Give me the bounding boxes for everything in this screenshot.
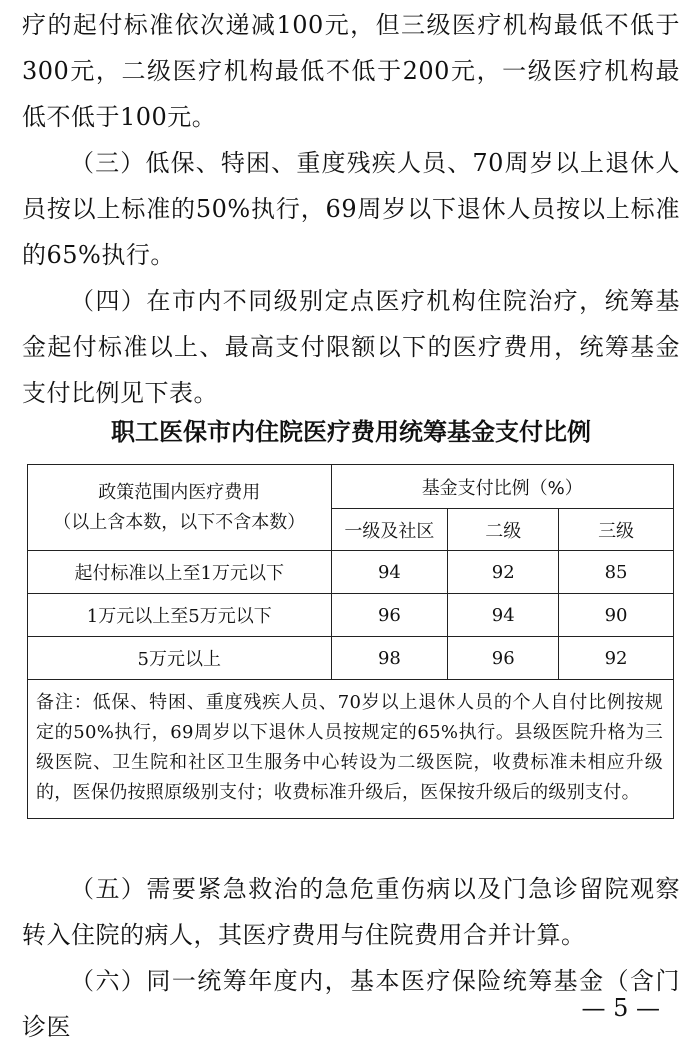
paragraph-item-4: （四）在市内不同级别定点医疗机构住院治疗，统筹基金起付标准以上、最高支付限额以下的医疗费用，统筹基金支付比例见下表。 bbox=[22, 287, 680, 407]
table-row bbox=[28, 551, 674, 594]
row-value-cell: 96 bbox=[331, 594, 448, 637]
table-row bbox=[28, 637, 674, 680]
page-number: — 5 — bbox=[581, 994, 660, 1022]
table-note: 备注：低保、特困、重度残疾人员、70岁以上退休人员的个人自付比例按规定的50%执行，69周岁以下退休人员按规定的65%执行。县级医院升格为三级医院、卫生院和社区卫生服务中心转设为二级医院，收费标准未相应升级的，医保仍按照原级别支付；收费标准升级后，医保按升级后的级别支付。 bbox=[28, 680, 674, 819]
paragraph-item-5: （五）需要紧急救治的急危重伤病以及门急诊留院观察转入住院的病人，其医疗费用与住院费用合并计算。 bbox=[22, 875, 680, 949]
table-note-row bbox=[28, 680, 674, 819]
row-value-cell: 85 bbox=[559, 551, 674, 594]
header-scope-cell bbox=[28, 465, 332, 551]
paragraph-threshold-reduction: 疗的起付标准依次递减100元，但三级医疗机构最低不低于300元，二级医疗机构最低不低于200元，一级医疗机构最低不低于100元。 bbox=[22, 11, 680, 131]
row-value-cell: 96 bbox=[448, 637, 559, 680]
row-value-cell: 94 bbox=[448, 594, 559, 637]
table-title: 职工医保市内住院医疗费用统筹基金支付比例 bbox=[111, 418, 591, 446]
row-value-cell: 94 bbox=[331, 551, 448, 594]
row-value-cell: 98 bbox=[331, 637, 448, 680]
header-ratio-cell: 基金支付比例（%） bbox=[331, 465, 674, 509]
row-value-cell: 90 bbox=[559, 594, 674, 637]
table-header-row bbox=[28, 465, 674, 509]
row-value-cell: 92 bbox=[448, 551, 559, 594]
header-level-3: 三级 bbox=[559, 509, 674, 551]
row-range-cell: 1万元以上至5万元以下 bbox=[28, 594, 332, 637]
paragraph-item-3: （三）低保、特困、重度残疾人员、70周岁以上退休人员按以上标准的50%执行，69周岁以下退休人员按以上标准的65%执行。 bbox=[22, 149, 680, 269]
paragraph-item-6: （六）同一统筹年度内，基本医疗保险统筹基金（含门诊医 bbox=[22, 967, 680, 1041]
row-range-cell: 5万元以上 bbox=[28, 637, 332, 680]
row-range-cell: 起付标准以上至1万元以下 bbox=[28, 551, 332, 594]
table-row bbox=[28, 594, 674, 637]
header-level-2: 二级 bbox=[448, 509, 559, 551]
header-level-1: 一级及社区 bbox=[331, 509, 448, 551]
header-scope-line2: （以上含本数，以下不含本数） bbox=[53, 511, 306, 533]
row-value-cell: 92 bbox=[559, 637, 674, 680]
header-scope-line1: 政策范围内医疗费用 bbox=[98, 481, 261, 503]
payment-ratio-table bbox=[27, 464, 674, 819]
